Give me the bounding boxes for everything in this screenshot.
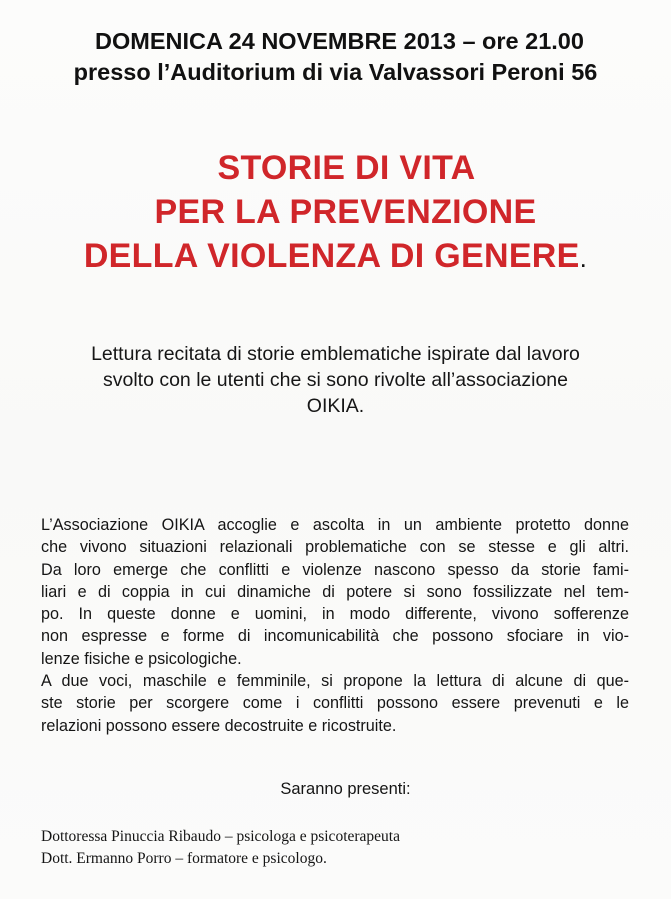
intro-paragraph [0, 341, 671, 419]
body-line: relazioni possono essere decostruite e ricostruite. [41, 716, 397, 735]
description-paragraph [41, 514, 629, 737]
speaker-item: Dottoressa Pinuccia Ribaudo – psicologa e psicoterapeuta [41, 828, 400, 845]
intro-line-1: Lettura recitata di storie emblematiche ispirate dal lavoro [91, 343, 580, 365]
title-end-mark: . [579, 243, 588, 273]
intro-line-3: OIKIA. [306, 395, 365, 417]
event-date-time: DOMENICA 24 NOVEMBRE 2013 – ore 21.00 [95, 28, 584, 54]
body-line: L’Associazione OIKIA accoglie e ascolta in un ambiente protetto donne [41, 516, 629, 534]
title-line-3-wrap [0, 234, 671, 280]
event-venue: presso l’Auditorium di via Valvassori Peroni 56 [73, 59, 598, 85]
speakers-list [41, 826, 400, 870]
body-line: liari e di coppia in cui dinamiche di potere si sono fossilizzate nel tem- [41, 582, 629, 601]
title-line-2: PER LA PREVENZIONE [154, 193, 537, 231]
body-line: che vivono situazioni relazionali problematiche con se stesse e gli altri. [41, 538, 629, 557]
event-title [0, 146, 671, 280]
event-header [0, 26, 671, 88]
title-line-3: DELLA VIOLENZA DI GENERE [83, 237, 580, 275]
intro-line-2: svolto con le utenti che si sono rivolte all’associazione [102, 369, 568, 391]
body-line: ste storie per scorgere come i conflitti possono essere prevenuti e le [41, 694, 629, 713]
body-line: po. In queste donne e uomini, in modo differente, vivono sofferenze [41, 605, 629, 624]
body-line: lenze fisiche e psicologiche. [41, 649, 242, 668]
presenti-label: Saranno presenti: [280, 780, 411, 798]
body-line: A due voci, maschile e femminile, si propone la lettura di alcune di que- [41, 672, 629, 691]
title-line-1: STORIE DI VITA [217, 149, 476, 187]
body-line: Da loro emerge che conflitti e violenze nascono spesso da storie fami- [41, 560, 629, 579]
speaker-item: Dott. Ermanno Porro – formatore e psicologo. [41, 850, 327, 867]
body-line: non espresse e forme di incomunicabilità che possono sfociare in vio- [41, 627, 629, 646]
